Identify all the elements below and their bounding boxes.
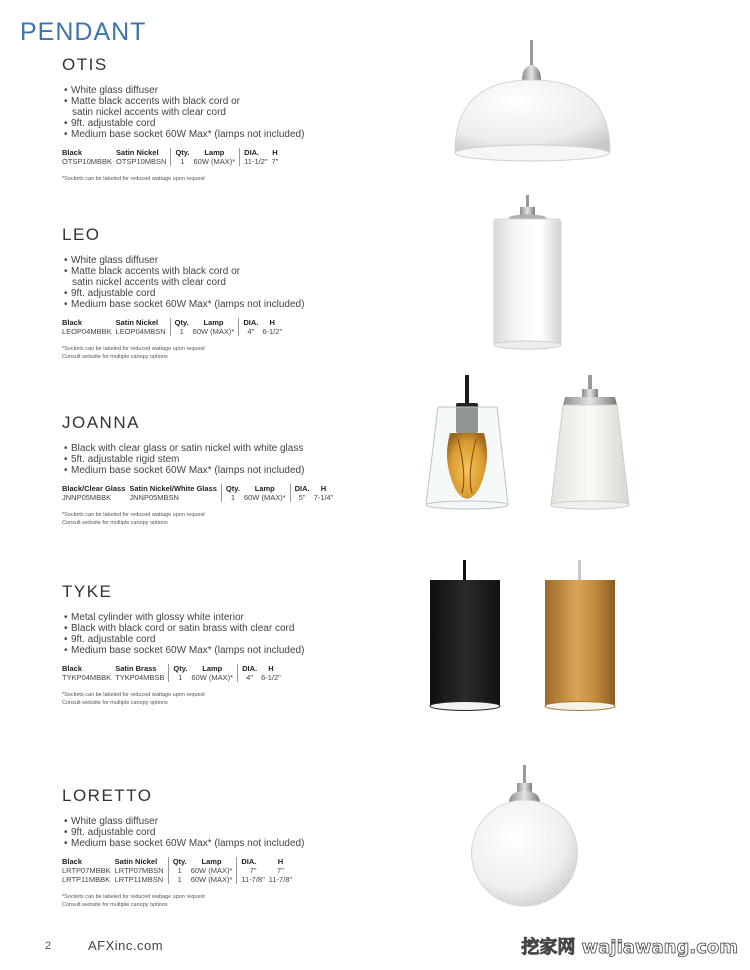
spec-cell: 1	[169, 673, 192, 682]
spec-cell: 11-7/8"	[237, 875, 269, 884]
spec-header: Lamp	[254, 484, 275, 493]
spec-cell: 1	[170, 327, 193, 336]
feature-item: • Matte black accents with black cord or	[64, 266, 240, 277]
feature-item: • Medium base socket 60W Max* (lamps not included)	[64, 129, 305, 140]
spec-cell: 60W (MAX)*	[190, 875, 233, 884]
spec-cell: 6-1/2"	[262, 327, 283, 336]
feature-item: satin nickel accents with clear cord	[72, 277, 226, 288]
notes	[62, 511, 412, 527]
note-text: Consult website for multiple canopy options	[62, 700, 168, 706]
spec-cell: 1	[221, 493, 244, 502]
note-text: Consult website for multiple canopy options	[62, 520, 168, 526]
tyke-black-pendant-image	[425, 560, 505, 715]
note-text: *Sockets can be labeled for reduced wattage upon request	[62, 512, 205, 518]
spec-cell: OTSP10MBBK	[62, 157, 113, 166]
spec-cell: JNNP05MBBK	[62, 493, 112, 502]
product-name: LORETTO	[62, 786, 153, 805]
joanna-black-pendant-image	[420, 375, 515, 515]
spec-cell: 4"	[239, 327, 263, 336]
feature-item: • 9ft. adjustable cord	[64, 288, 156, 299]
spec-header: Satin Nickel	[116, 148, 159, 157]
spec-cell: 11-7/8"	[268, 875, 293, 884]
feature-list	[64, 816, 412, 849]
spec-cell: 4"	[238, 673, 262, 682]
spec-cell: 11-1/2"	[240, 157, 272, 166]
spec-header-row	[62, 484, 337, 493]
notes	[62, 691, 412, 707]
note-text: *Sockets can be labeled for reduced wattage upon request	[62, 894, 205, 900]
spec-header: DIA.	[290, 484, 314, 493]
spec-cell: TYKP04MBSB	[115, 673, 165, 682]
spec-cell: 60W (MAX)*	[192, 327, 235, 336]
spec-header: H	[277, 857, 284, 866]
feature-item: • Medium base socket 60W Max* (lamps not included)	[64, 465, 305, 476]
product-name: OTIS	[62, 55, 108, 74]
notes	[62, 345, 412, 361]
feature-item: • White glass diffuser	[64, 255, 159, 266]
feature-item: • Black with black cord or satin brass with clear cord	[64, 623, 295, 634]
category-title: PENDANT	[20, 18, 147, 46]
product-name: LEO	[62, 225, 101, 244]
spec-row	[62, 327, 286, 336]
spec-header: Qty.	[221, 484, 244, 493]
spec-header: Lamp	[201, 857, 222, 866]
feature-item: • Black with clear glass or satin nickel with white glass	[64, 443, 304, 454]
note-text: Consult website for multiple canopy options	[62, 354, 168, 360]
feature-item: • 9ft. adjustable cord	[64, 634, 156, 645]
spec-header: Qty.	[168, 857, 191, 866]
feature-list	[64, 255, 412, 310]
feature-item: satin nickel accents with clear cord	[72, 107, 226, 118]
spec-header: H	[320, 484, 327, 493]
spec-cell: 7-1/4"	[313, 493, 334, 502]
spec-table	[62, 148, 282, 166]
spec-header: DIA.	[239, 318, 263, 327]
feature-item: • Medium base socket 60W Max* (lamps not included)	[64, 299, 305, 310]
product-tyke	[62, 582, 412, 707]
spec-header: Black/Clear Glass	[62, 484, 126, 493]
spec-table	[62, 857, 296, 884]
spec-cell: JNNP05MBSN	[129, 493, 179, 502]
note-text: *Sockets can be labeled for reduced wattage upon request	[62, 176, 205, 182]
spec-row	[62, 673, 285, 682]
spec-row	[62, 866, 296, 875]
product-name: JOANNA	[62, 413, 140, 432]
spec-header: Satin Nickel	[115, 318, 159, 327]
spec-cell: 1	[168, 875, 191, 884]
product-otis	[62, 55, 412, 183]
product-leo	[62, 225, 412, 361]
spec-header-row	[62, 318, 286, 327]
spec-cell: 60W (MAX)*	[193, 157, 236, 166]
note-text: *Sockets can be labeled for reduced wattage upon request	[62, 692, 205, 698]
spec-header: Lamp	[202, 664, 223, 673]
spec-cell: LEOP04MBBK	[62, 327, 112, 336]
spec-cell: 1	[168, 866, 191, 875]
loretto-pendant-image	[465, 765, 585, 915]
spec-header: Qty.	[170, 318, 193, 327]
tyke-brass-pendant-image	[540, 560, 620, 715]
spec-header: Satin Nickel/White Glass	[129, 484, 217, 493]
spec-header: Black	[62, 664, 83, 673]
spec-cell: LRTP07MBSN	[114, 866, 164, 875]
spec-table	[62, 318, 286, 336]
spec-cell: 1	[171, 157, 194, 166]
spec-header: Lamp	[204, 148, 225, 157]
spec-header: Lamp	[203, 318, 224, 327]
footer-site: AFXinc.com	[88, 938, 164, 953]
spec-table	[62, 664, 285, 682]
product-name: TYKE	[62, 582, 113, 601]
notes	[62, 175, 412, 183]
spec-cell: LRTP11MBBK	[62, 875, 111, 884]
joanna-nickel-pendant-image	[545, 375, 635, 515]
spec-header: Black	[62, 148, 83, 157]
watermark	[520, 930, 740, 962]
otis-pendant-image	[450, 40, 615, 170]
spec-cell: 60W (MAX)*	[191, 673, 234, 682]
spec-header-row	[62, 664, 285, 673]
note-text: Consult website for multiple canopy options	[62, 902, 168, 908]
spec-cell: 7"	[237, 866, 269, 875]
feature-item: • 5ft. adjustable rigid stem	[64, 454, 180, 465]
spec-header: H	[272, 148, 278, 157]
spec-row	[62, 157, 282, 166]
spec-header-row	[62, 148, 282, 157]
spec-cell: LEOP04MBSN	[115, 327, 166, 336]
spec-header: Satin Nickel	[114, 857, 158, 866]
feature-item: • Medium base socket 60W Max* (lamps not included)	[64, 645, 305, 656]
spec-header: DIA.	[237, 857, 269, 866]
product-joanna	[62, 413, 412, 527]
spec-row	[62, 875, 296, 884]
feature-list	[64, 612, 412, 656]
feature-list	[64, 85, 412, 140]
spec-header: H	[268, 664, 274, 673]
notes	[62, 893, 412, 909]
spec-header: Qty.	[169, 664, 192, 673]
spec-cell: LRTP07MBBK	[62, 866, 111, 875]
spec-cell: 5"	[290, 493, 314, 502]
spec-cell: LRTP11MBSN	[114, 875, 164, 884]
note-text: *Sockets can be labeled for reduced wattage upon request	[62, 346, 205, 352]
spec-header: Black	[62, 318, 83, 327]
watermark-text: 挖家网 wajiawang.com	[521, 937, 738, 958]
feature-item: • 9ft. adjustable cord	[64, 827, 156, 838]
spec-cell: 60W (MAX)*	[190, 866, 233, 875]
spec-cell: 7"	[271, 157, 279, 166]
spec-table	[62, 484, 337, 502]
spec-header: DIA.	[240, 148, 272, 157]
product-loretto	[62, 786, 412, 909]
feature-item: • White glass diffuser	[64, 85, 159, 96]
spec-header: Satin Brass	[115, 664, 157, 673]
feature-list	[64, 443, 412, 476]
spec-cell: OTSP10MBSN	[116, 157, 167, 166]
feature-item: • Medium base socket 60W Max* (lamps not included)	[64, 838, 305, 849]
feature-item: • White glass diffuser	[64, 816, 159, 827]
feature-item: • Matte black accents with black cord or	[64, 96, 240, 107]
spec-row	[62, 493, 337, 502]
spec-cell: TYKP04MBBK	[62, 673, 112, 682]
page-number: 2	[45, 940, 52, 952]
spec-header: DIA.	[238, 664, 262, 673]
spec-cell: 7"	[277, 866, 284, 875]
spec-header: H	[269, 318, 275, 327]
spec-cell: 60W (MAX)*	[243, 493, 286, 502]
spec-header: Qty.	[171, 148, 194, 157]
spec-header-row	[62, 857, 296, 866]
feature-item: • 9ft. adjustable cord	[64, 118, 156, 129]
spec-cell: 6-1/2"	[261, 673, 281, 682]
leo-pendant-image	[490, 195, 565, 355]
spec-header: Black	[62, 857, 83, 866]
feature-item: • Metal cylinder with glossy white interior	[64, 612, 244, 623]
